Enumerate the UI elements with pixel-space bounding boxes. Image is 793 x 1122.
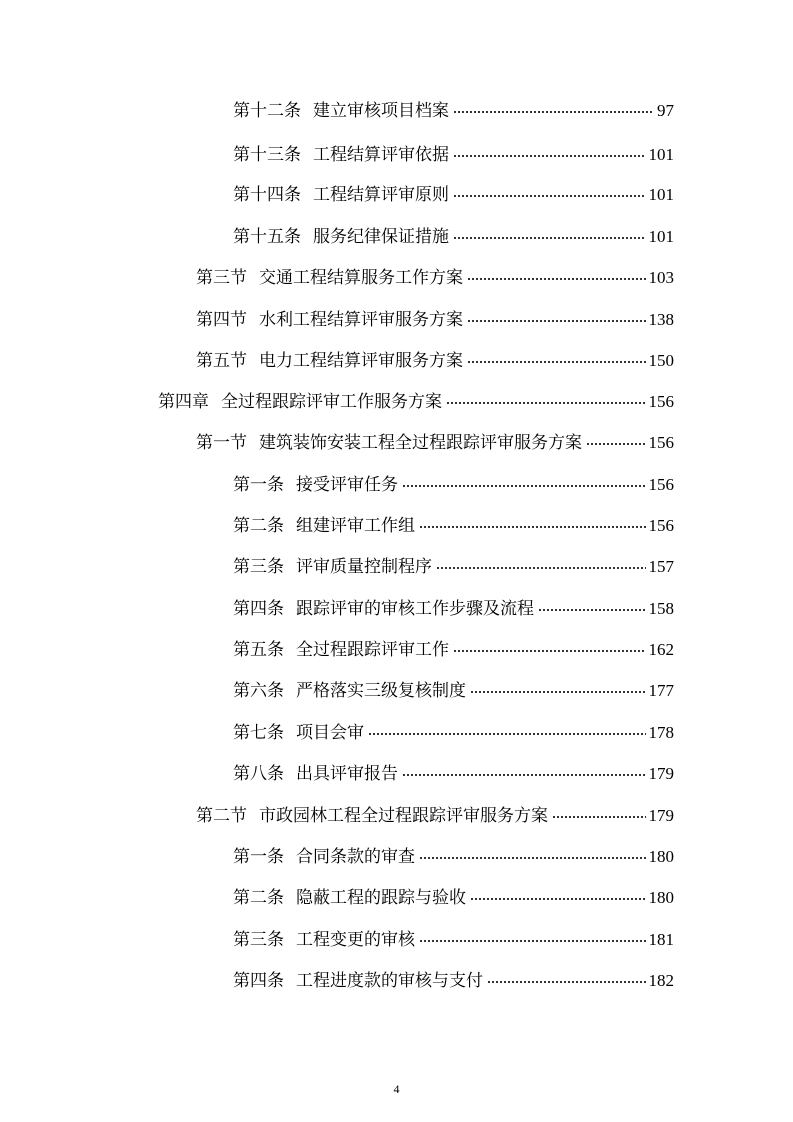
dot-leader	[586, 428, 646, 448]
toc-entry-title: 工程进度款的审核与支付	[296, 971, 483, 991]
dot-leader	[467, 263, 646, 283]
toc-entry-page: 156	[648, 475, 674, 494]
dot-leader	[487, 966, 646, 986]
toc-entry-title: 隐蔽工程的跟踪与验收	[296, 888, 466, 908]
dot-leader	[453, 222, 646, 242]
toc-entry[interactable]	[233, 759, 674, 785]
toc-entry-title: 项目会审	[296, 723, 364, 743]
dot-leader	[446, 387, 646, 407]
toc-entry-page: 182	[648, 971, 674, 990]
toc-entry-page: 162	[648, 640, 674, 659]
toc-entry-title: 全过程跟踪评审工作	[296, 640, 449, 660]
toc-entry-title: 建立审核项目档案	[313, 101, 449, 121]
toc-entry[interactable]	[233, 966, 674, 992]
toc-entry-page: 101	[648, 145, 674, 164]
toc-entry-number: 第十五条	[233, 227, 301, 247]
dot-leader	[419, 511, 646, 531]
toc-entry-title: 跟踪评审的审核工作步骤及流程	[296, 599, 534, 619]
toc-entry-title: 交通工程结算服务工作方案	[259, 268, 463, 288]
dot-leader	[467, 346, 646, 366]
dot-leader	[453, 180, 646, 200]
toc-entry[interactable]	[196, 428, 674, 454]
toc-entry-page: 101	[648, 227, 674, 246]
toc-entry-number: 第三条	[233, 557, 284, 577]
toc-entry-title: 出具评审报告	[296, 764, 398, 784]
toc-entry-title: 全过程跟踪评审工作服务方案	[221, 392, 442, 412]
toc-entry[interactable]	[233, 718, 674, 744]
toc-entry[interactable]	[233, 470, 674, 496]
toc-entry[interactable]	[233, 180, 674, 206]
toc-entry-number: 第一条	[233, 847, 284, 867]
toc-entry-number: 第四节	[196, 310, 247, 330]
toc-entry-page: 156	[648, 516, 674, 535]
dot-leader	[453, 140, 646, 160]
toc-entry-title: 严格落实三级复核制度	[296, 681, 466, 701]
toc-entry-number: 第八条	[233, 764, 284, 784]
toc-entry[interactable]	[233, 676, 674, 702]
toc-entry[interactable]	[233, 222, 674, 248]
toc-entry[interactable]	[233, 594, 674, 620]
toc-entry-page: 138	[648, 310, 674, 329]
toc-entry-number: 第六条	[233, 681, 284, 701]
toc-entry-number: 第三节	[196, 268, 247, 288]
toc-entry-page: 101	[648, 185, 674, 204]
toc-entry-number: 第二节	[196, 806, 247, 826]
toc-entry-page: 157	[648, 557, 674, 576]
dot-leader	[453, 96, 654, 116]
dot-leader	[402, 759, 646, 779]
toc-entry-page: 178	[648, 723, 674, 742]
dot-leader	[436, 552, 646, 572]
toc-entry[interactable]	[233, 552, 674, 578]
toc-entry-title: 合同条款的审查	[296, 847, 415, 867]
toc-entry-page: 97	[657, 101, 674, 120]
toc-entry-title: 工程结算评审依据	[313, 145, 449, 165]
toc-entry-title: 服务纪律保证措施	[313, 227, 449, 247]
toc-entry[interactable]	[158, 387, 674, 413]
toc-entry-number: 第三条	[233, 930, 284, 950]
dot-leader	[419, 842, 646, 862]
toc-entry[interactable]	[233, 140, 674, 166]
dot-leader	[368, 718, 646, 738]
dot-leader	[470, 883, 646, 903]
toc-entry-title: 工程结算评审原则	[313, 185, 449, 205]
toc-entry-number: 第四条	[233, 599, 284, 619]
dot-leader	[419, 925, 646, 945]
toc-entry[interactable]	[233, 925, 674, 951]
toc-entry-title: 评审质量控制程序	[296, 557, 432, 577]
toc-entry-number: 第七条	[233, 723, 284, 743]
toc-entry-page: 180	[648, 888, 674, 907]
toc-entry-number: 第二条	[233, 888, 284, 908]
toc-entry-number: 第一节	[196, 433, 247, 453]
toc-entry[interactable]	[196, 305, 674, 331]
toc-entry[interactable]	[196, 263, 674, 289]
toc-entry[interactable]	[233, 635, 674, 661]
toc-entry-number: 第二条	[233, 516, 284, 536]
toc-entry-number: 第一条	[233, 475, 284, 495]
toc-entry-page: 179	[648, 806, 674, 825]
toc-entry[interactable]	[196, 346, 674, 372]
dot-leader	[552, 801, 646, 821]
toc-entry-title: 建筑装饰安装工程全过程跟踪评审服务方案	[259, 433, 582, 453]
toc-entry-page: 156	[648, 433, 674, 452]
toc-entry-number: 第五节	[196, 351, 247, 371]
toc-entry-page: 177	[648, 681, 674, 700]
dot-leader	[470, 676, 646, 696]
toc-entry[interactable]	[196, 801, 674, 827]
toc-entry-page: 181	[648, 930, 674, 949]
toc-entry[interactable]	[233, 842, 674, 868]
toc-entry-number: 第十二条	[233, 101, 301, 121]
toc-entry-number: 第四条	[233, 971, 284, 991]
dot-leader	[538, 594, 646, 614]
toc-entry-title: 电力工程结算评审服务方案	[259, 351, 463, 371]
toc-entry-page: 179	[648, 764, 674, 783]
toc-entry-page: 150	[648, 351, 674, 370]
toc-entry-title: 市政园林工程全过程跟踪评审服务方案	[259, 806, 548, 826]
toc-entry[interactable]	[233, 96, 674, 122]
toc-entry-page: 158	[648, 599, 674, 618]
toc-entry-page: 156	[648, 392, 674, 411]
toc-entry-title: 工程变更的审核	[296, 930, 415, 950]
toc-entry-title: 组建评审工作组	[296, 516, 415, 536]
toc-entry[interactable]	[233, 883, 674, 909]
page-number: 4	[393, 1082, 400, 1096]
dot-leader	[402, 470, 646, 490]
toc-entry-page: 103	[648, 268, 674, 287]
toc-entry-number: 第十三条	[233, 145, 301, 165]
toc-entry-page: 180	[648, 847, 674, 866]
toc-entry-number: 第五条	[233, 640, 284, 660]
dot-leader	[467, 305, 646, 325]
toc-entry-number: 第十四条	[233, 185, 301, 205]
toc-entry-title: 水利工程结算评审服务方案	[259, 310, 463, 330]
toc-entry-title: 接受评审任务	[296, 475, 398, 495]
toc-entry[interactable]	[233, 511, 674, 537]
toc-entry-number: 第四章	[158, 392, 209, 412]
dot-leader	[453, 635, 646, 655]
